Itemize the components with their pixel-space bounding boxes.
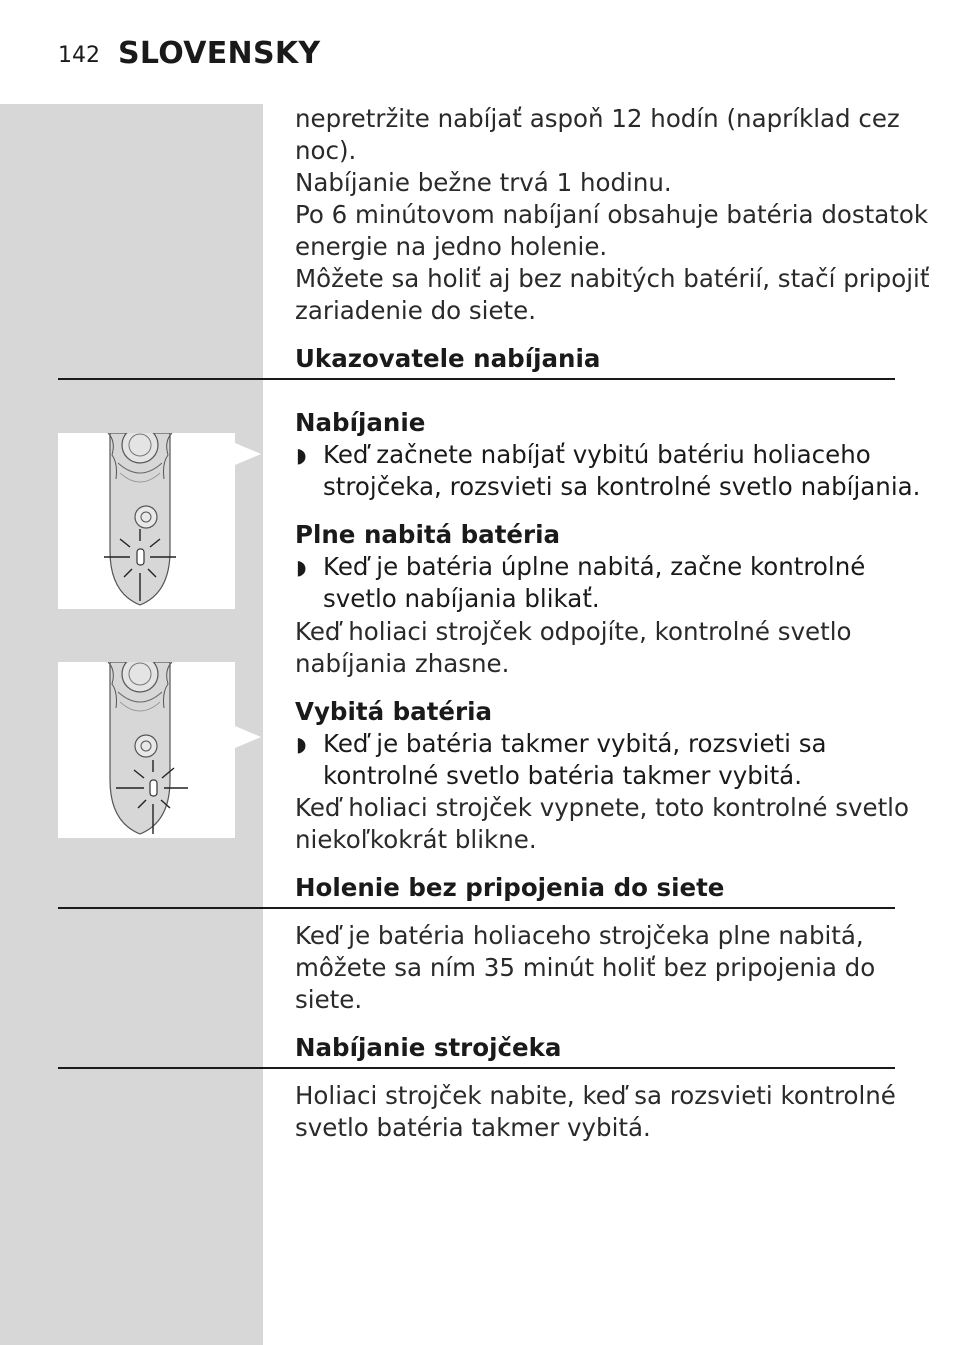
section-divider (58, 378, 895, 380)
note-full-battery (295, 616, 895, 680)
note-low-battery (295, 792, 909, 856)
intro-paragraph (295, 103, 930, 327)
text-line: svetlo batéria takmer vybitá. (295, 1113, 651, 1142)
pointer-arrow (235, 726, 261, 748)
subheading-low-battery: Vybitá batéria (295, 697, 493, 726)
text-line: môžete sa ním 35 minút holiť bez pripojenia do (295, 953, 876, 982)
text-line: Keď holiaci strojček vypnete, toto kontrolné svetlo (295, 793, 909, 822)
shaver-low-battery-illustration (58, 662, 235, 838)
text-line: Holiaci strojček nabite, keď sa rozsvieti kontrolné (295, 1081, 896, 1110)
cordless-paragraph (295, 920, 895, 1016)
text-line: Keď holiaci strojček odpojíte, kontrolné svetlo (295, 617, 852, 646)
bullet-text-line: kontrolné svetlo batéria takmer vybitá. (323, 761, 802, 790)
text-line: Nabíjanie bežne trvá 1 hodinu. (295, 168, 672, 197)
section-divider (58, 907, 895, 909)
bullet-item-low-battery (295, 728, 895, 792)
text-line: energie na jedno holenie. (295, 232, 608, 261)
subheading-full-battery: Plne nabitá batéria (295, 520, 561, 549)
text-line: Keď je batéria holiaceho strojčeka plne nabitá, (295, 921, 864, 950)
right-triangle-bullet-icon: ◗ (296, 443, 307, 467)
text-line: nepretržite nabíjať aspoň 12 hodín (napríklad cez (295, 104, 900, 133)
text-line: nabíjania zhasne. (295, 649, 510, 678)
text-line: niekoľkokrát blikne. (295, 825, 537, 854)
text-line: Môžete sa holiť aj bez nabitých batérií, stačí pripojiť (295, 264, 930, 293)
bullet-text-line: Keď je batéria úplne nabitá, začne kontrolné (323, 552, 866, 581)
bullet-item-charging (295, 439, 921, 503)
section-heading-charging-indicators: Ukazovatele nabíjania (295, 344, 601, 373)
section-divider (58, 1067, 895, 1069)
bullet-text-line: svetlo nabíjania blikať. (323, 584, 600, 613)
right-triangle-bullet-icon: ◗ (296, 555, 307, 579)
text-line: siete. (295, 985, 363, 1014)
section-heading-cordless: Holenie bez pripojenia do siete (295, 873, 725, 902)
text-line: Po 6 minútovom nabíjaní obsahuje batéria dostatok (295, 200, 929, 229)
right-triangle-bullet-icon: ◗ (296, 732, 307, 756)
bullet-text-line: Keď začnete nabíjať vybitú batériu holiaceho (323, 440, 871, 469)
text-line: zariadenie do siete. (295, 296, 537, 325)
subheading-charging: Nabíjanie (295, 408, 426, 437)
bullet-item-full-battery (295, 551, 895, 615)
bullet-text-line: strojčeka, rozsvieti sa kontrolné svetlo nabíjania. (323, 472, 921, 501)
pointer-arrow (235, 443, 261, 465)
section-heading-charge-shaver: Nabíjanie strojčeka (295, 1033, 562, 1062)
bullet-text-line: Keď je batéria takmer vybitá, rozsvieti sa (323, 729, 827, 758)
text-line: noc). (295, 136, 357, 165)
page-number: 142 (58, 43, 100, 68)
shaver-icon (58, 433, 235, 609)
language-title: SLOVENSKY (118, 36, 321, 71)
shaver-icon (58, 662, 235, 838)
charge-shaver-paragraph (295, 1080, 895, 1144)
shaver-charging-illustration (58, 433, 235, 609)
